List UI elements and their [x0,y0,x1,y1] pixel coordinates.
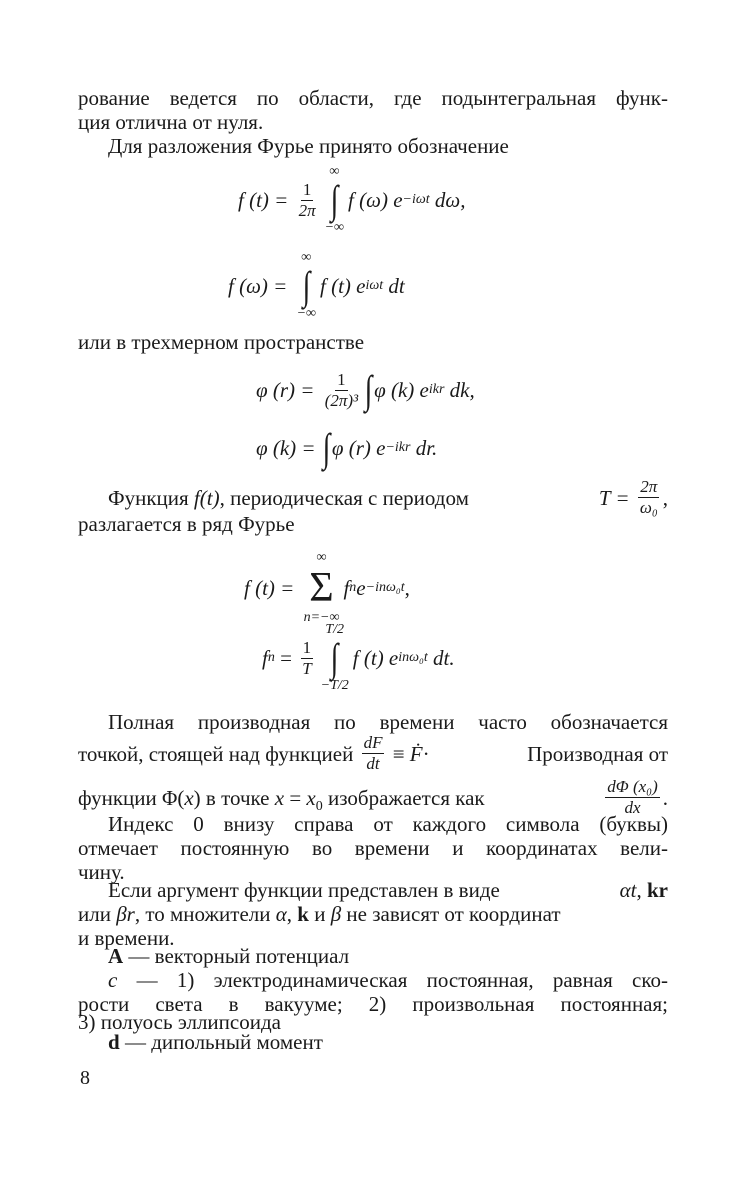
text-line-15: и времени. [78,926,175,950]
text-line-17: c — 1) электродинамическая постоянная, равная ско- [108,968,668,992]
text-line-6: разлагается в ряд Фурье [78,512,295,536]
text-line-9: функции Φ(x) в точке $x = x_0$ изображается как $\frac{\text{dΦ (x₀)}}{dx}$ . [78,777,668,817]
text-line-5: Функция f(t), периодическая с периодом T = $\frac{2\pi}{\text{ω₀}}$ , [108,477,668,517]
equation-3d-forward: φ (k) = ∫ φ (r) e −ikr dr. [256,425,438,470]
text-line-18: рости света в вакууме; 2) произвольная постоянная; [78,992,668,1016]
text-line-14: или βr, то множители α, k и β не зависят от координат [78,902,561,926]
text-line-2: ция отлична от нуля. [78,110,264,134]
equation-fourier-inverse: f (t) = $\frac{1}{2\pi}$ ∞ ∫ −∞ f (ω) e −iωt dω, [238,164,466,235]
text-line-4: или в трехмерном пространстве [78,330,365,354]
text-line-12: чину. [78,860,125,884]
text-line-16: A — векторный потенциал [108,944,350,968]
text-line-11: отмечает постоянную во времени и координатах вели- [78,836,668,860]
page-number: 8 [80,1067,90,1089]
equation-fourier-series: f (t) = ∞ Σ n=−∞ f n e −inω₀t , [244,550,410,625]
text-line-13: Если аргумент функции представлен в виде αt, kr [108,878,668,902]
text-line-20: d — дипольный момент [108,1030,323,1054]
text-line-19: 3) полуось эллипсоида [78,1010,281,1034]
text-line-3: Для разложения Фурье принято обозначение [108,134,509,158]
equation-fourier-coefficient: f n = $\frac{1}{T}$ T/2 ∫ −T/2 f (t) e inω₀t dt. [262,622,455,693]
equation-3d-inverse: φ (r) = $\frac{1}{\text{(2π)³}}$ ∫ φ (k) e ikr dk, [256,367,475,412]
text-line-8: точкой, стоящей над функцией $\frac{dF}{dt}$ ≡ Ḟ · Производная от [78,733,668,773]
equation-fourier-forward: f (ω) = ∞ ∫ −∞ f (t) e iωt dt [228,250,405,321]
text-line-7: Полная производная по времени часто обозначается [108,710,668,734]
text-line-10: Индекс 0 внизу справа от каждого символа (буквы) [108,812,668,836]
text-line-1: рование ведется по области, где подынтегральная функ- [78,86,668,110]
